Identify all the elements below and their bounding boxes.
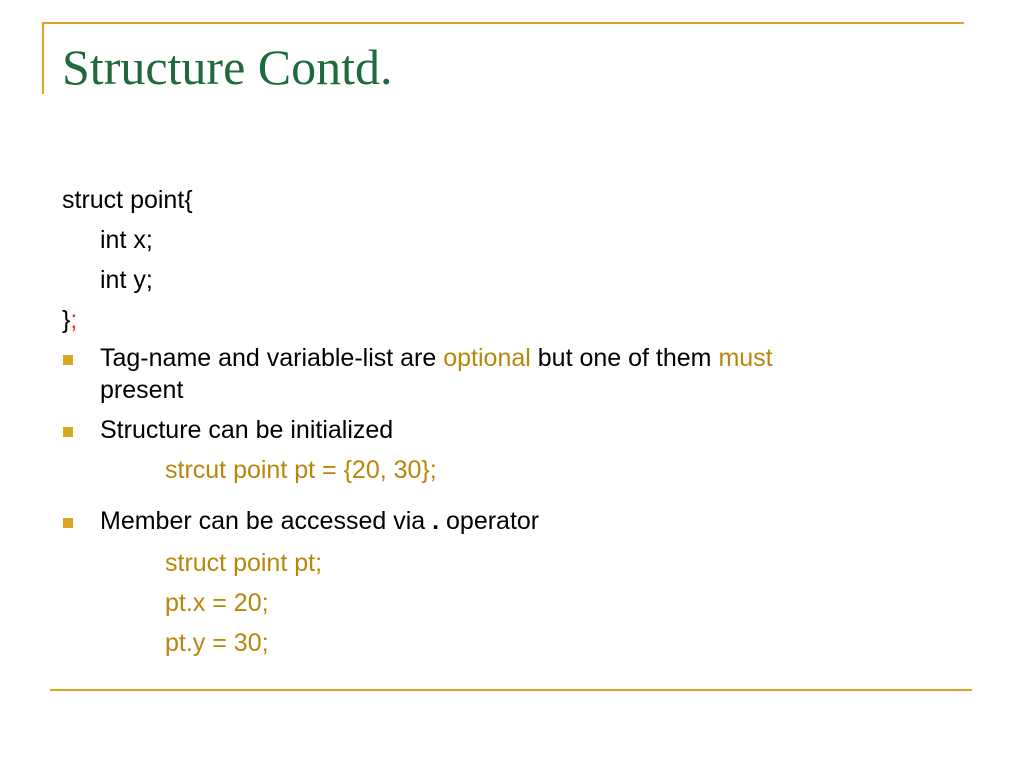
bullet-square-icon	[63, 355, 73, 365]
bullet-text-part: Member can be accessed via	[100, 507, 433, 535]
code-line-int-y: int y;	[100, 266, 153, 294]
bullet-text-member-access	[100, 505, 539, 537]
highlight-optional: optional	[443, 344, 531, 372]
bullet-square-icon	[63, 427, 73, 437]
code-access-line-2: pt.x = 20;	[165, 589, 269, 617]
left-frame-line	[42, 22, 44, 94]
bullet-text-part: but one of them	[530, 344, 719, 372]
bullet-square-icon	[63, 518, 73, 528]
closing-semicolon: ;	[70, 306, 78, 334]
bullet-text-tag-name	[100, 342, 773, 374]
closing-brace: }	[62, 306, 71, 334]
bullet-text-continuation: present	[100, 376, 184, 404]
dot-operator: .	[432, 507, 440, 535]
top-frame-line	[42, 22, 964, 24]
code-line-struct-open: struct point{	[62, 186, 193, 214]
bottom-frame-line	[50, 689, 972, 691]
code-access-line-1: struct point pt;	[165, 549, 323, 577]
code-init-example: strcut point pt = {20, 30};	[165, 456, 437, 484]
code-line-struct-close	[62, 304, 77, 336]
bullet-text-initialized: Structure can be initialized	[100, 416, 394, 444]
highlight-must: must	[718, 344, 773, 372]
bullet-text-part: Tag-name and variable-list are	[100, 344, 444, 372]
code-access-line-3: pt.y = 30;	[165, 629, 269, 657]
code-line-int-x: int x;	[100, 226, 153, 254]
bullet-text-part: operator	[439, 507, 540, 535]
slide-title: Structure Contd.	[62, 39, 393, 95]
